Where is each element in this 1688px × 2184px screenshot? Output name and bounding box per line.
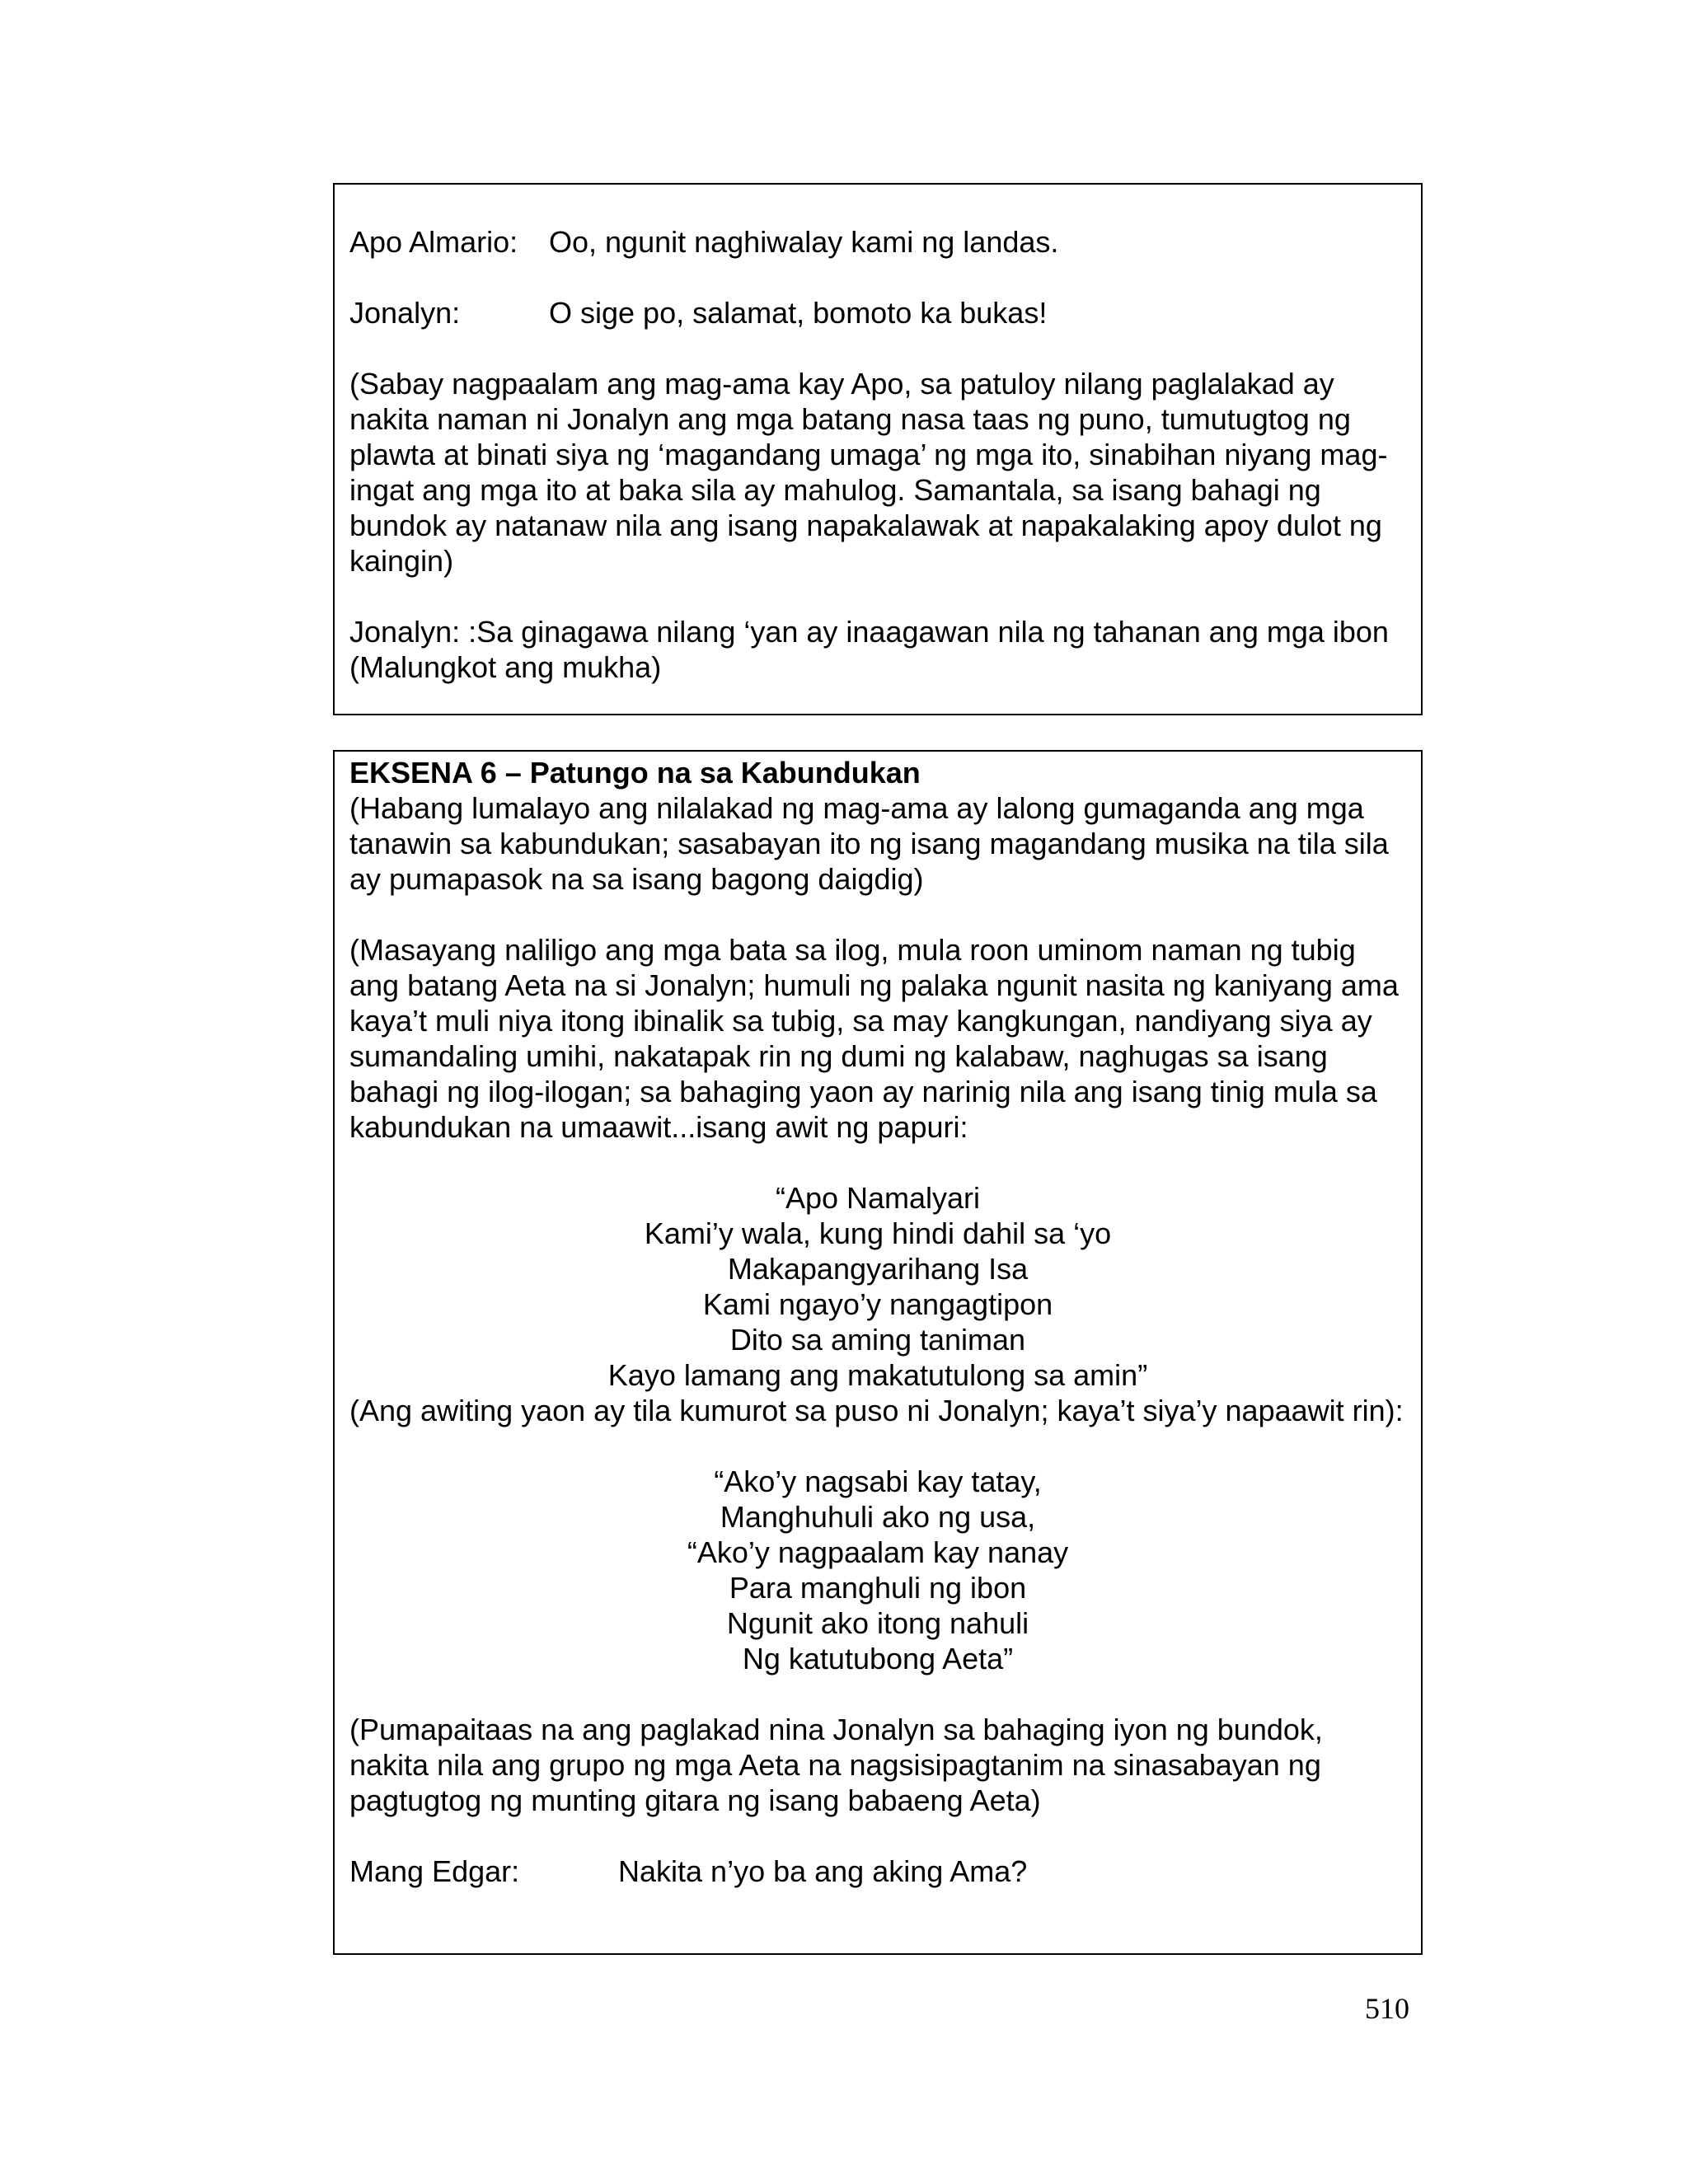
dialogue-box-1: [333, 183, 1423, 715]
speaker-label: Apo Almario:: [349, 225, 518, 259]
dialogue-line: [349, 1854, 1406, 1889]
speaker-label: Jonalyn:: [349, 296, 461, 330]
song-line: Manghuhuli ako ng usa,: [720, 1500, 1036, 1534]
song-lyrics: [349, 1464, 1406, 1676]
song-line: Kami ngayo’y nangagtipon: [702, 1287, 1053, 1321]
song-line: “Ako’y nagsabi kay tatay,: [714, 1465, 1042, 1498]
scene-heading: EKSENA 6 – Patungo na sa Kabundukan: [349, 756, 921, 790]
dialogue-text: O sige po, salamat, bomoto ka bukas!: [549, 296, 1048, 330]
dialogue-text: Oo, ngunit naghiwalay kami ng landas.: [549, 225, 1059, 259]
scene-box-6: [333, 750, 1423, 1955]
stage-direction: (Pumapaitaas na ang paglakad nina Jonalyn sa bahaging iyon ng bundok, nakita nila ang grupo ng mga Aeta na nagsisipagtanim na sinasabayan ng pagtugtog ng munting gitara ng isang babaeng Aeta): [349, 1713, 1323, 1817]
song-line: “Apo Namalyari: [775, 1181, 981, 1215]
song-line: Ng katutubong Aeta”: [742, 1642, 1014, 1675]
stage-direction: (Masayang naliligo ang mga bata sa ilog, mula roon uminom naman ng tubig ang batang Aeta na si Jonalyn; humuli ng palaka ngunit nasita ng kaniyang ama kaya’t muli niya itong ibinalik sa tubig, sa may kangkungan, nandiyang siya ay sumandaling umihi, nakatapak rin ng dumi ng kalabaw, naghugas sa isang bahagi ng ilog-ilogan; sa bahaging yaon ay narinig nila ang isang tinig mula sa kabundukan na umaawit...isang awit ng papuri:: [349, 933, 1399, 1144]
song-line: Kami’y wala, kung hindi dahil sa ‘yo: [644, 1216, 1112, 1250]
song-lyrics: [349, 1180, 1406, 1393]
dialogue-line: [349, 224, 1406, 260]
song-line: Dito sa aming taniman: [729, 1323, 1026, 1357]
song-line: Para manghuli ng ibon: [729, 1571, 1027, 1605]
song-line: Ngunit ako itong nahuli: [726, 1606, 1029, 1640]
stage-direction: (Habang lumalayo ang nilalakad ng mag-ama ay lalong gumaganda ang mga tanawin sa kabundukan; sasabayan ito ng isang magandang musika na tila sila ay pumapasok na sa isang bagong daigdig): [349, 791, 1389, 896]
dialogue-line: Jonalyn: :Sa ginagawa nilang ‘yan ay inaagawan nila ng tahanan ang mga ibon (Malungkot ang mukha): [349, 615, 1389, 684]
stage-direction: (Ang awiting yaon ay tila kumurot sa puso ni Jonalyn; kaya’t siya’y napaawit rin):: [349, 1394, 1404, 1427]
song-line: Kayo lamang ang makatutulong sa amin”: [607, 1358, 1148, 1392]
dialogue-line: [349, 295, 1406, 330]
song-line: Makapangyarihang Isa: [727, 1252, 1029, 1286]
speaker-label: Mang Edgar:: [349, 1854, 520, 1888]
stage-direction: (Sabay nagpaalam ang mag-ama kay Apo, sa patuloy nilang paglalakad ay nakita naman ni Jonalyn ang mga batang nasa taas ng puno, tumutugtog ng plawta at binati siya ng ‘magandang umaga’ ng mga ito, sinabihan niyang mag-ingat ang mga ito at baka sila ay mahulog. Samantala, sa isang bahagi ng bundok ay natanaw nila ang isang napakalawak at napakalaking apoy dulot ng kaingin): [349, 367, 1388, 578]
dialogue-text: Nakita n’yo ba ang aking Ama?: [618, 1854, 1028, 1888]
song-line: “Ako’y nagpaalam kay nanay: [687, 1535, 1069, 1569]
page-number: 510: [1365, 1992, 1409, 2025]
